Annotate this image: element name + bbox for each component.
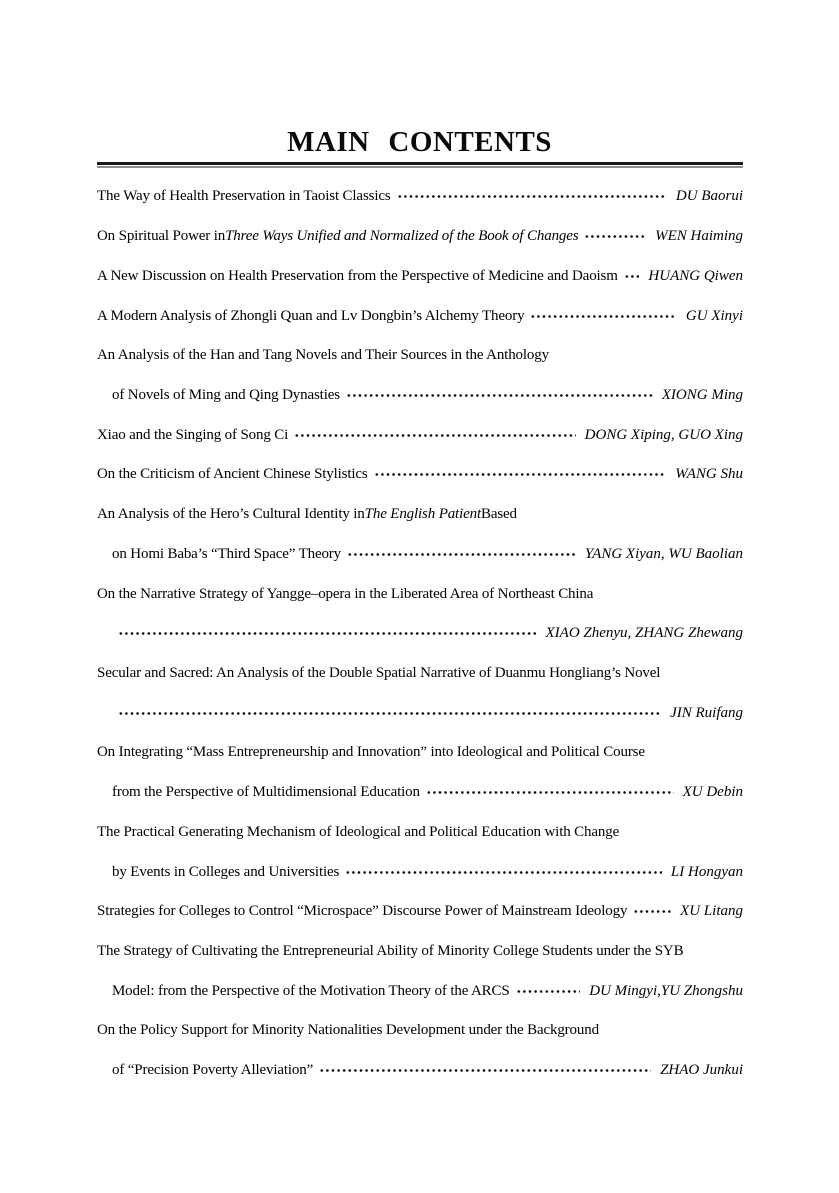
dot-leader [374,467,667,482]
page-title: MAIN CONTENTS [287,126,552,158]
toc-line [97,693,743,733]
dot-leader [633,904,671,919]
entry-title-text: on Homi Baba’s “Third Space” Theory [112,545,341,562]
entry-title-text: On Integrating “Mass Entrepreneurship and Innovation” into Ideological and Political Course [97,744,645,761]
entry-author: GU Xinyi [685,307,743,324]
toc-line [97,1011,743,1051]
entry-author: XU Debin [682,784,743,801]
entry-title-text: An Analysis of the Han and Tang Novels and Their Sources in the Anthology [97,347,549,364]
toc-line [97,773,743,813]
toc-line [97,336,743,376]
entry-title-text: The Way of Health Preservation in Taoist Classics [97,188,391,205]
toc-line [97,534,743,574]
entry-title-text: The Strategy of Cultivating the Entrepreneurial Ability of Minority College Students under the SYB [97,943,684,960]
toc-line [97,296,743,336]
entry-title-text: of “Precision Poverty Alleviation” [112,1062,314,1079]
entry-author: HUANG Qiwen [648,267,743,284]
toc-line [97,415,743,455]
toc-line [97,1051,743,1091]
entry-title-text: A New Discussion on Health Preservation from the Perspective of Medicine and Daoism [97,267,618,284]
entry-title-italic: The English Patient [364,506,481,523]
entry-author: DU Baorui [675,188,743,205]
dot-leader [584,229,646,244]
toc-line [97,455,743,495]
entry-title-text: by Events in Colleges and Universities [112,863,340,880]
toc-line [97,614,743,654]
entry-author: XIAO Zhenyu, ZHANG Zhewang [545,625,743,642]
toc-line [97,733,743,773]
toc-line [97,852,743,892]
dot-leader [346,388,653,403]
entry-author: WANG Shu [675,466,743,483]
dot-leader [347,547,576,562]
dot-leader [516,984,581,999]
toc-line [97,177,743,217]
dot-leader [118,626,537,641]
title-double-rule [97,162,743,168]
dot-leader [426,785,674,800]
entry-author: DONG Xiping, GUO Xing [584,426,743,443]
dot-leader [319,1063,651,1078]
entry-author: JIN Ruifang [670,704,743,721]
entry-title-text: Xiao and the Singing of Song Ci [97,426,289,443]
entry-title-text: Secular and Sacred: An Analysis of the Double Spatial Narrative of Duanmu Hongliang’s Novel [97,664,661,681]
toc-line [97,217,743,257]
toc-line [97,654,743,694]
entry-title-text: Strategies for Colleges to Control “Microspace” Discourse Power of Mainstream Ideology [97,903,628,920]
entry-author: XIONG Ming [661,386,743,403]
dot-leader [624,269,640,284]
entry-title-text: of Novels of Ming and Qing Dynasties [112,386,340,403]
entry-author: ZHAO Junkui [660,1062,743,1079]
entry-title-text: On the Criticism of Ancient Chinese Stylistics [97,466,368,483]
toc-line [97,376,743,416]
toc-line [97,813,743,853]
dot-leader [530,309,676,324]
entry-title-text: On the Narrative Strategy of Yangge–opera in the Liberated Area of Northeast China [97,585,594,602]
toc-line [97,256,743,296]
entry-title-text: Model: from the Perspective of the Motivation Theory of the ARCS [112,982,510,999]
entry-title-text: A Modern Analysis of Zhongli Quan and Lv Dongbin’s Alchemy Theory [97,307,525,324]
entry-title-italic: Three Ways Unified and Normalized of the Book of Changes [225,228,579,245]
toc-line [97,574,743,614]
entry-title-text: An Analysis of the Hero’s Cultural Identity in [97,506,365,523]
table-of-contents [97,177,743,1091]
entry-author: XU Litang [680,903,743,920]
toc-line [97,495,743,535]
toc-line [97,892,743,932]
entry-title-text: On Spiritual Power in [97,228,226,245]
entry-title-text: from the Perspective of Multidimensional Education [112,784,420,801]
dot-leader [294,428,575,443]
entry-author: DU Mingyi,YU Zhongshu [589,982,743,999]
dot-leader [397,189,667,204]
entry-author: LI Hongyan [670,863,743,880]
entry-title-text: On the Policy Support for Minority Nationalities Development under the Background [97,1022,599,1039]
dot-leader [118,706,661,721]
dot-leader [345,865,662,880]
entry-author: YANG Xiyan, WU Baolian [584,545,743,562]
entry-title-text: The Practical Generating Mechanism of Ideological and Political Education with Change [97,823,620,840]
entry-title-text: Based [480,506,517,523]
rule-bottom-line [97,166,743,168]
entry-author: WEN Haiming [655,228,743,245]
toc-line [97,932,743,972]
toc-line [97,971,743,1011]
